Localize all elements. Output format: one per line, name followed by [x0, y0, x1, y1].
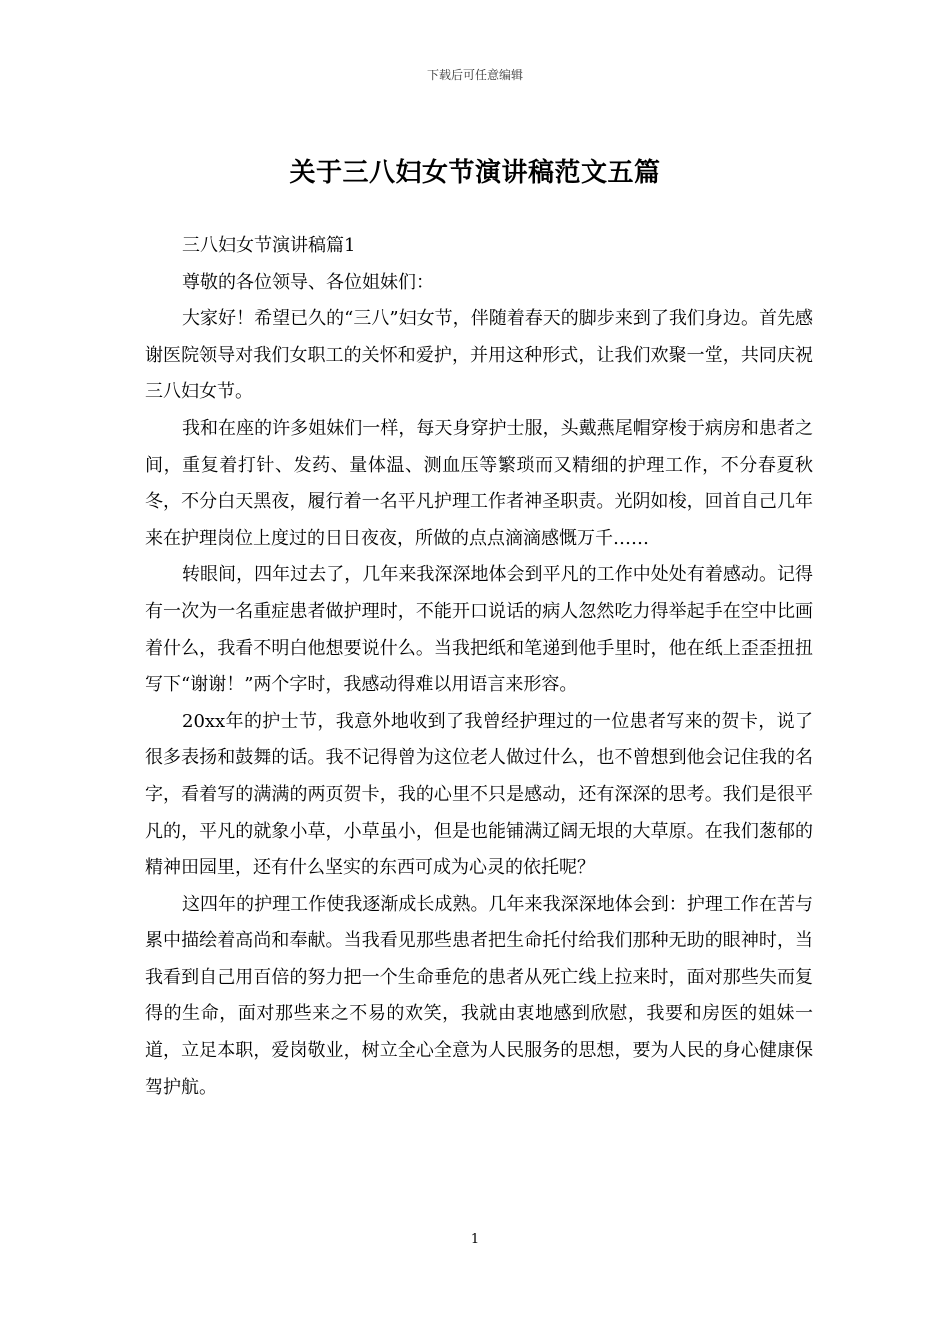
document-title: 关于三八妇女节演讲稿范文五篇 — [289, 158, 661, 188]
paragraph: 这四年的护理工作使我逐渐成长成熟。几年来我深深地体会到：护理工作在苦与累中描绘着高尚和奉献。当我看见那些患者把生命托付给我们那种无助的眼神时，当我看到自己用百倍的努力把一个生命垂危的患者从死亡线上拉来时，面对那些失而复得的生命，面对那些来之不易的欢笑，我就由衷地感到欣慰，我要和房医的姐妹一道，立足本职，爱岗敬业，树立全心全意为人民服务的思想，要为人民的身心健康保驾护航。 — [145, 893, 813, 1098]
page-number: 1 — [470, 1232, 480, 1247]
paragraph: 转眼间，四年过去了，几年来我深深地体会到平凡的工作中处处有着感动。记得有一次为一名重症患者做护理时，不能开口说话的病人忽然吃力得举起手在空中比画着什么，我看不明白他想要说什么。当我把纸和笔递到他手里时，他在纸上歪歪扭扭写下“谢谢！”两个字时，我感动得难以用语言来形容。 — [145, 564, 813, 696]
paragraph: 大家好！希望已久的“三八”妇女节，伴随着春天的脚步来到了我们身边。首先感谢医院领导对我们女职工的关怀和爱护，并用这种形式，让我们欢聚一堂，共同庆祝三八妇女节。 — [145, 308, 813, 403]
salutation: 尊敬的各位领导、各位姐妹们： — [182, 271, 434, 293]
document-body — [145, 228, 813, 1106]
paragraph: 20xx年的护士节，我意外地收到了我曾经护理过的一位患者写来的贺卡，说了很多表扬和鼓舞的话。我不记得曾为这位老人做过什么，也不曾想到他会记住我的名字，看着写的满满的两页贺卡，我的心里不只是感动，还有深深的思考。我们是很平凡的，平凡的就象小草，小草虽小，但是也能铺满辽阔无垠的大草原。在我们葱郁的精神田园里，还有什么坚实的东西可成为心灵的依托呢？ — [145, 710, 813, 879]
section-heading: 三八妇女节演讲稿篇1 — [182, 235, 356, 256]
page-header: 下载后可任意编辑 — [426, 68, 523, 82]
paragraph: 我和在座的许多姐妹们一样，每天身穿护士服，头戴燕尾帽穿梭于病房和患者之间，重复着打针、发药、量体温、测血压等繁琐而又精细的护理工作，不分春夏秋冬，不分白天黑夜，履行着一名平凡护理工作者神圣职责。光阴如梭，回首自己几年来在护理岗位上度过的日日夜夜，所做的点点滴滴感慨万千…… — [145, 417, 813, 549]
